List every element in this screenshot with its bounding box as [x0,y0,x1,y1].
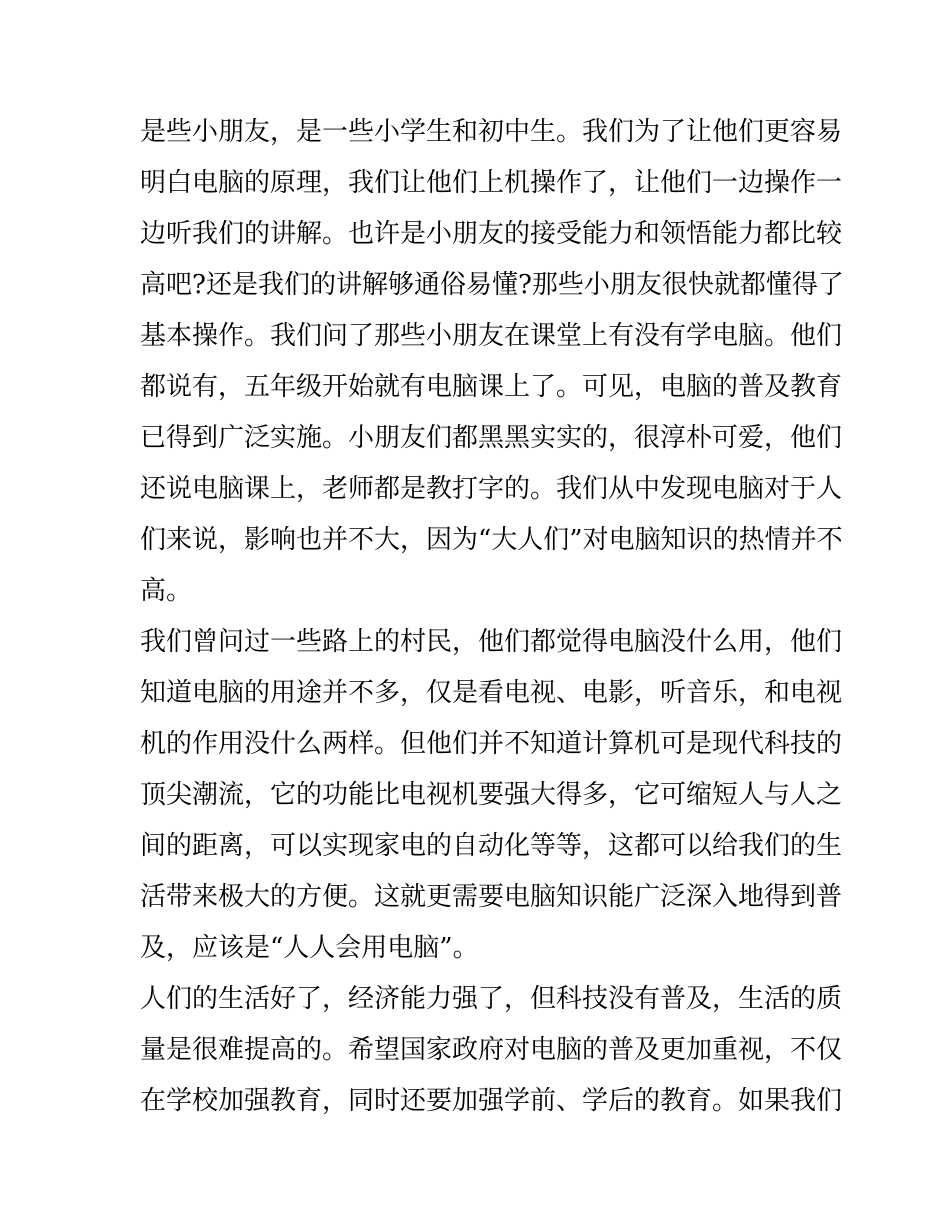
text-line: 我们曾问过一些路上的村民，他们都觉得电脑没什么用，他们 [140,627,843,657]
text-line: 间的距离，可以实现家电的自动化等等，这都可以给我们的生 [140,831,843,861]
text-line: 还说电脑课上，老师都是教打字的。我们从中发现电脑对于人 [140,474,843,504]
paragraph-2 [140,617,843,974]
text-line: 在学校加强教育，同时还要加强学前、学后的教育。如果我们 [140,1086,843,1116]
text-line: 高。 [140,576,193,606]
text-line: 活带来极大的方便。这就更需要电脑知识能广泛深入地得到普 [140,882,843,912]
paragraph-1 [140,107,844,617]
text-line: 人们的生活好了，经济能力强了，但科技没有普及，生活的质 [140,984,843,1014]
text-line: 基本操作。我们问了那些小朋友在课堂上有没有学电脑。他们 [140,321,843,351]
text-line: 知道电脑的用途并不多，仅是看电视、电影，听音乐，和电视 [140,678,843,708]
text-line: 顶尖潮流，它的功能比电视机要强大得多，它可缩短人与人之 [140,780,843,810]
text-line: 都说有，五年级开始就有电脑课上了。可见，电脑的普及教育 [140,372,843,402]
text-line: 及，应该是“人人会用电脑”。 [140,933,479,963]
text-line: 是些小朋友，是一些小学生和初中生。我们为了让他们更容易 [140,117,843,147]
text-line: 高吧?还是我们的讲解够通俗易懂?那些小朋友很快就都懂得了 [140,270,844,300]
paragraph-3 [140,974,843,1127]
document-body [140,107,844,1127]
text-line: 已得到广泛实施。小朋友们都黑黑实实的，很淳朴可爱，他们 [140,423,843,453]
text-line: 们来说，影响也并不大，因为“大人们”对电脑知识的热情并不 [140,525,843,555]
text-line: 量是很难提高的。希望国家政府对电脑的普及更加重视，不仅 [140,1035,843,1065]
text-line: 边听我们的讲解。也许是小朋友的接受能力和领悟能力都比较 [140,219,843,249]
text-line: 明白电脑的原理，我们让他们上机操作了，让他们一边操作一 [140,168,843,198]
text-line: 机的作用没什么两样。但他们并不知道计算机可是现代科技的 [140,729,843,759]
